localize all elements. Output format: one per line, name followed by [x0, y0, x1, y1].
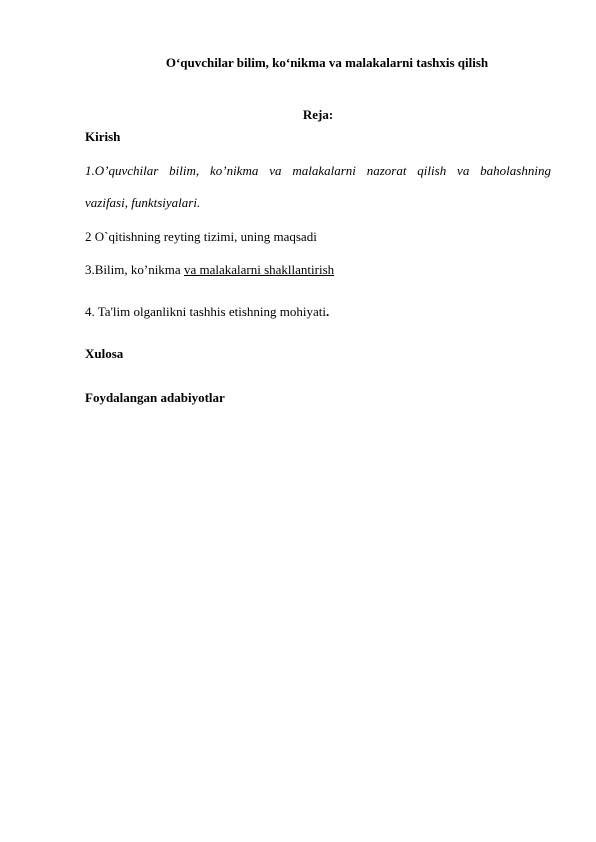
document-title: [85, 55, 551, 71]
plan-item-1-word: baholashning: [480, 163, 551, 178]
plan-item-3-underlined-text: va malakalarni shakllantirish: [183, 262, 335, 277]
plan-item-1-word: 1.O’quvchilar: [85, 163, 159, 178]
conclusion-heading: Xulosa: [85, 346, 124, 361]
plan-heading: Reja:: [302, 107, 334, 122]
plan-item-1-word: malakalarni: [292, 163, 356, 178]
plan-item-3: [85, 262, 551, 278]
plan-item-4-text: 4. Ta'lim olganlikni tashhis etishning mohiyati: [85, 304, 326, 319]
plan-item-1-word: va: [269, 163, 282, 178]
plan-item-3-text: 3.Bilim, ko’nikma: [85, 262, 184, 277]
plan-item-1-word: nazorat: [366, 163, 407, 178]
references-heading: Foydalangan adabiyotlar: [85, 390, 225, 405]
intro-heading: Kirish: [85, 129, 121, 144]
plan-item-1-word: ko’nikma: [209, 163, 259, 178]
plan-item-1-word: bilim,: [169, 163, 200, 178]
plan-item-2: 2 O`qitishning reyting tizimi, uning maqsadi: [85, 229, 317, 244]
plan-item-1-word: va: [457, 163, 470, 178]
plan-item-4-period: .: [325, 304, 330, 319]
plan-item-1-word: qilish: [417, 163, 447, 178]
plan-item-1-line-2: vazifasi, funktsiyalari.: [85, 195, 201, 210]
document-title-text: O‘quvchilar bilim, ko‘nikma va malakalarni tashxis qilish: [165, 55, 489, 70]
plan-item-1-line-1: [85, 163, 551, 179]
plan-item-4: [85, 304, 551, 320]
